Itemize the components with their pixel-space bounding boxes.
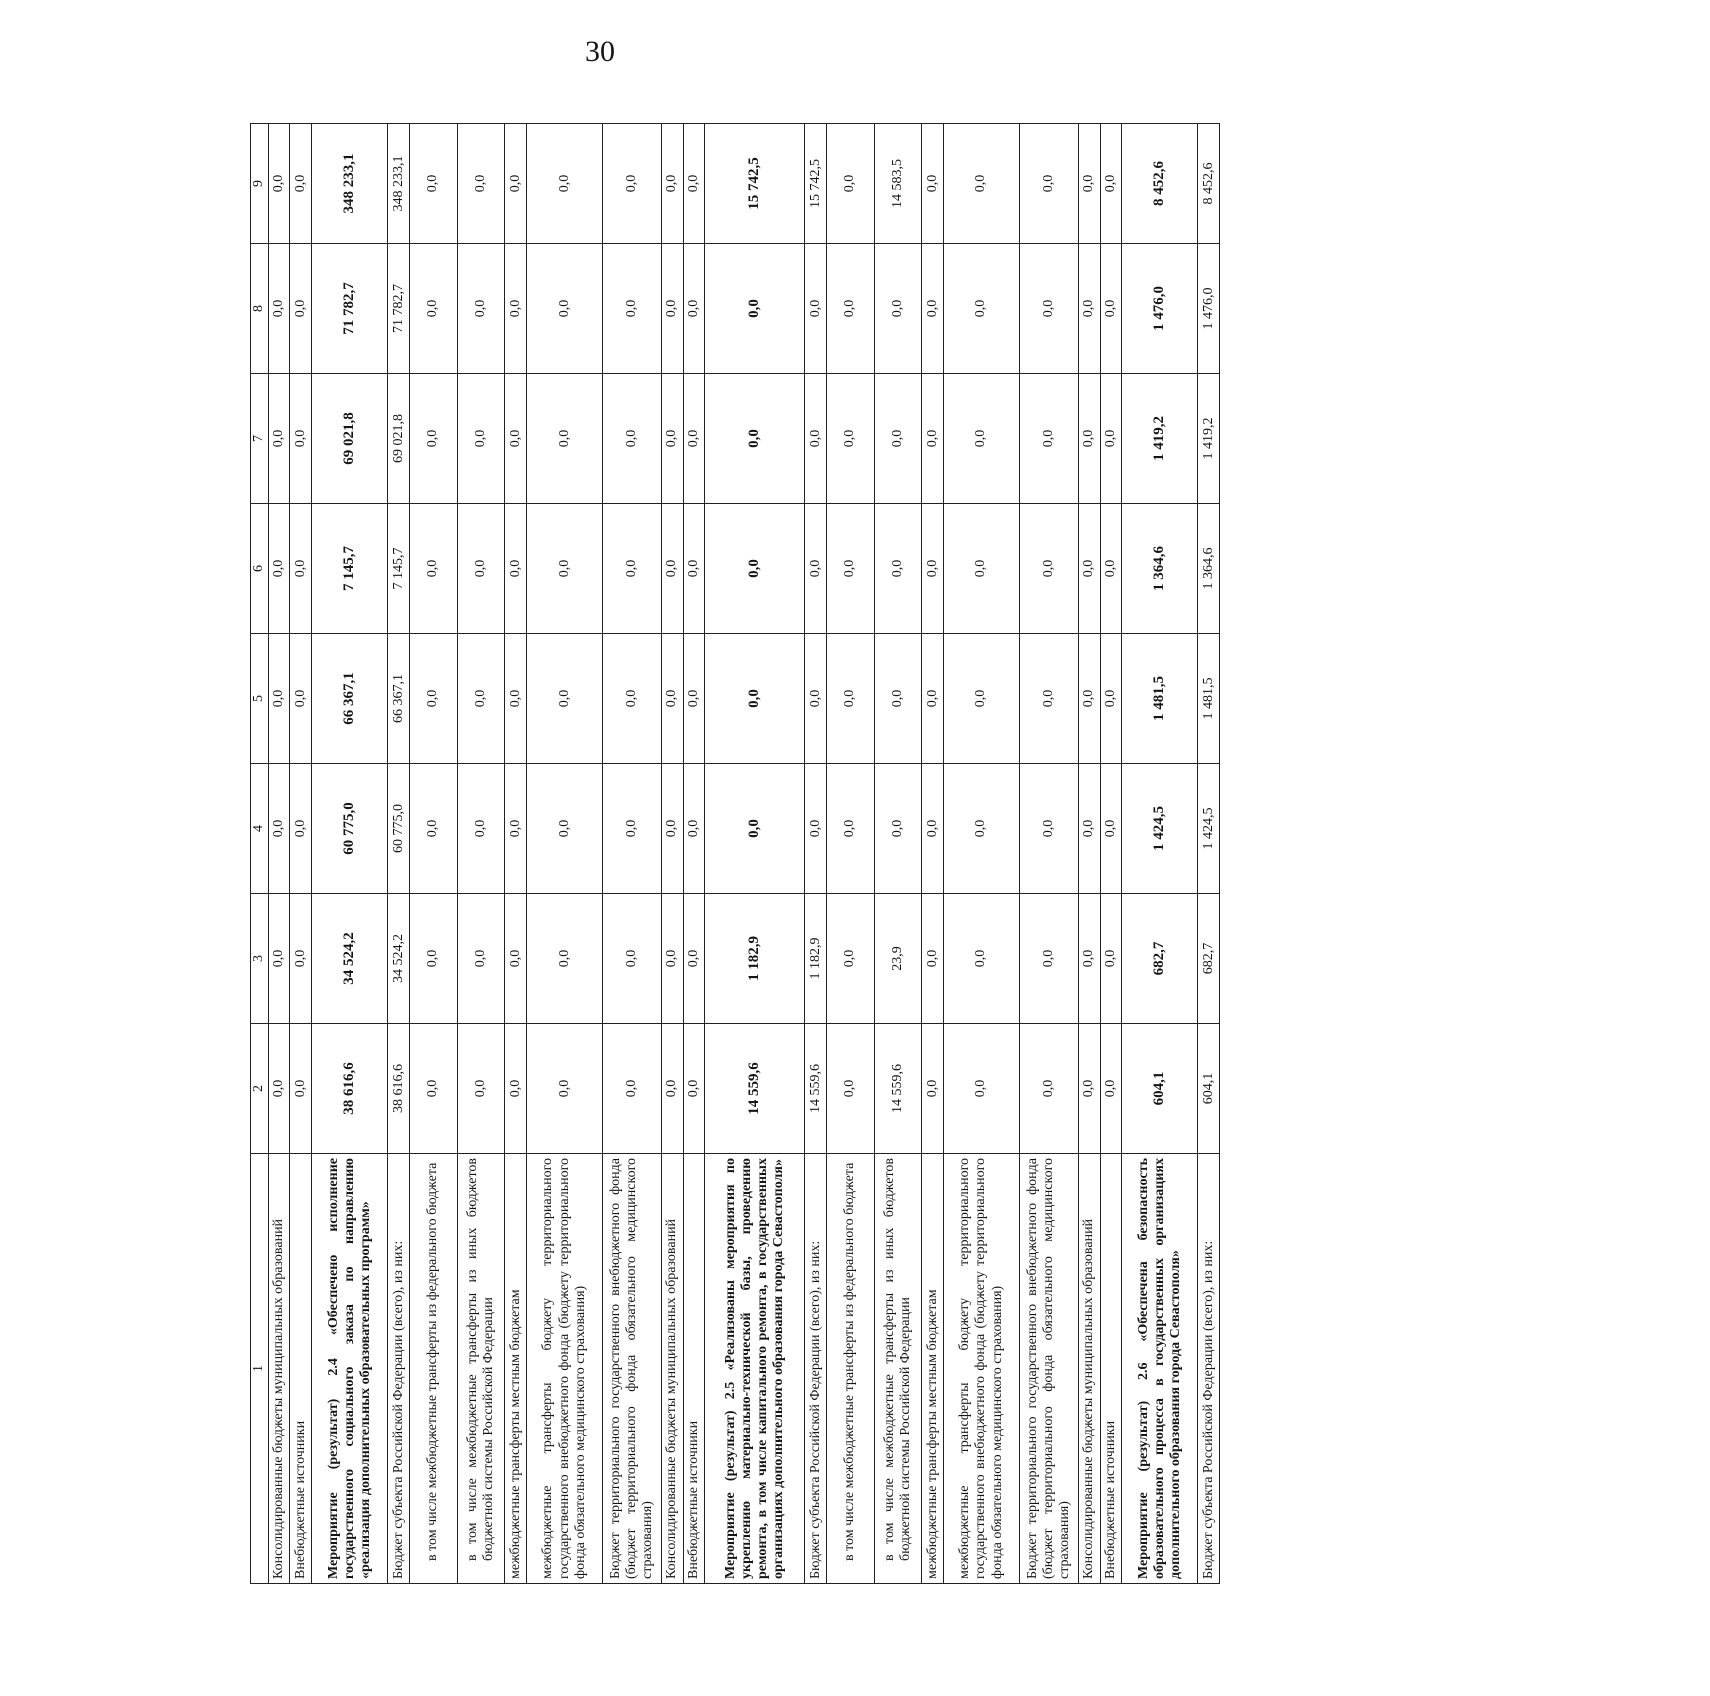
col-header: 1 <box>251 1154 269 1584</box>
cell-value: 0,0 <box>290 124 311 244</box>
row-label: межбюджетные трансферты местным бюджетам <box>505 1154 526 1584</box>
table-row <box>1020 124 1079 1584</box>
col-header: 8 <box>251 244 269 374</box>
cell-value: 0,0 <box>662 504 683 634</box>
row-label: Консолидированные бюджеты муниципальных образований <box>1079 1154 1100 1584</box>
cell-value: 0,0 <box>943 374 1019 504</box>
cell-value: 0,0 <box>457 374 505 504</box>
cell-value: 69 021,8 <box>311 374 387 504</box>
table-row <box>505 124 526 1584</box>
table-row <box>388 124 409 1584</box>
cell-value: 66 367,1 <box>388 634 409 764</box>
cell-value: 38 616,6 <box>311 1024 387 1154</box>
cell-value: 14 583,5 <box>874 124 922 244</box>
cell-value: 0,0 <box>457 634 505 764</box>
cell-value: 0,0 <box>683 764 704 894</box>
cell-value: 0,0 <box>922 764 943 894</box>
cell-value: 0,0 <box>290 764 311 894</box>
table-row <box>805 124 826 1584</box>
col-header: 9 <box>251 124 269 244</box>
cell-value: 0,0 <box>1020 504 1079 634</box>
table-row <box>457 124 505 1584</box>
cell-value: 0,0 <box>826 504 874 634</box>
cell-value: 0,0 <box>603 504 662 634</box>
cell-value: 0,0 <box>1020 764 1079 894</box>
cell-value: 0,0 <box>683 244 704 374</box>
cell-value: 0,0 <box>526 764 602 894</box>
table-row <box>1122 124 1198 1584</box>
cell-value: 0,0 <box>269 244 290 374</box>
cell-value: 0,0 <box>505 894 526 1024</box>
cell-value: 14 559,6 <box>705 1024 805 1154</box>
cell-value: 0,0 <box>922 634 943 764</box>
cell-value: 14 559,6 <box>805 1024 826 1154</box>
cell-value: 0,0 <box>683 634 704 764</box>
cell-value: 0,0 <box>943 894 1019 1024</box>
cell-value: 0,0 <box>1079 1024 1100 1154</box>
row-label: в том числе межбюджетные трансферты из федерального бюджета <box>409 1154 457 1584</box>
row-label: Бюджет субъекта Российской Федерации (всего), из них: <box>1198 1154 1220 1584</box>
cell-value: 0,0 <box>603 1024 662 1154</box>
table-row <box>826 124 874 1584</box>
cell-value: 0,0 <box>457 1024 505 1154</box>
table-row <box>943 124 1019 1584</box>
cell-value: 0,0 <box>826 894 874 1024</box>
cell-value: 8 452,6 <box>1198 124 1220 244</box>
cell-value: 604,1 <box>1198 1024 1220 1154</box>
cell-value: 0,0 <box>805 504 826 634</box>
cell-value: 0,0 <box>269 894 290 1024</box>
cell-value: 0,0 <box>874 634 922 764</box>
cell-value: 1 424,5 <box>1122 764 1198 894</box>
cell-value: 0,0 <box>526 504 602 634</box>
cell-value: 0,0 <box>805 634 826 764</box>
cell-value: 71 782,7 <box>388 244 409 374</box>
cell-value: 0,0 <box>943 634 1019 764</box>
cell-value: 0,0 <box>505 504 526 634</box>
cell-value: 0,0 <box>290 634 311 764</box>
cell-value: 0,0 <box>290 374 311 504</box>
cell-value: 0,0 <box>826 244 874 374</box>
budget-table <box>250 123 1220 1584</box>
cell-value: 15 742,5 <box>805 124 826 244</box>
cell-value: 0,0 <box>505 764 526 894</box>
cell-value: 0,0 <box>705 504 805 634</box>
rotated-table-frame <box>250 124 1220 1584</box>
row-label: Мероприятие (результат) 2.6 «Обеспечена безопасность образовательного процесса в государственных организациях дополнительного образования города Севастополя» <box>1122 1154 1198 1584</box>
row-label: в том числе межбюджетные трансферты из иных бюджетов бюджетной системы Российской Федерации <box>874 1154 922 1584</box>
cell-value: 0,0 <box>662 124 683 244</box>
cell-value: 0,0 <box>874 764 922 894</box>
cell-value: 0,0 <box>943 124 1019 244</box>
cell-value: 0,0 <box>922 1024 943 1154</box>
cell-value: 0,0 <box>826 374 874 504</box>
cell-value: 0,0 <box>1079 244 1100 374</box>
cell-value: 60 775,0 <box>311 764 387 894</box>
cell-value: 0,0 <box>1020 894 1079 1024</box>
table-row <box>290 124 311 1584</box>
cell-value: 0,0 <box>505 244 526 374</box>
cell-value: 0,0 <box>290 504 311 634</box>
row-label: межбюджетные трансферты бюджету территориального государственного внебюджетного фонда (бюджету территориального фонда обязательного медицинского страхования) <box>943 1154 1019 1584</box>
cell-value: 0,0 <box>1079 764 1100 894</box>
cell-value: 0,0 <box>1079 374 1100 504</box>
row-label: Внебюджетные источники <box>290 1154 311 1584</box>
table-row <box>269 124 290 1584</box>
cell-value: 0,0 <box>826 124 874 244</box>
table-row <box>409 124 457 1584</box>
cell-value: 0,0 <box>683 504 704 634</box>
cell-value: 0,0 <box>1079 634 1100 764</box>
cell-value: 0,0 <box>805 374 826 504</box>
cell-value: 0,0 <box>826 634 874 764</box>
cell-value: 0,0 <box>505 1024 526 1154</box>
cell-value: 0,0 <box>1100 124 1121 244</box>
cell-value: 0,0 <box>943 244 1019 374</box>
cell-value: 0,0 <box>457 894 505 1024</box>
cell-value: 0,0 <box>1100 764 1121 894</box>
cell-value: 0,0 <box>526 374 602 504</box>
cell-value: 0,0 <box>1079 894 1100 1024</box>
cell-value: 348 233,1 <box>388 124 409 244</box>
table-row <box>603 124 662 1584</box>
row-label: Бюджет территориального государственного внебюджетного фонда (бюджет территориального фонда обязательного медицинского страхования) <box>1020 1154 1079 1584</box>
cell-value: 0,0 <box>943 1024 1019 1154</box>
cell-value: 0,0 <box>662 764 683 894</box>
cell-value: 0,0 <box>1020 244 1079 374</box>
cell-value: 0,0 <box>826 1024 874 1154</box>
cell-value: 0,0 <box>805 764 826 894</box>
header-row <box>251 124 269 1584</box>
cell-value: 0,0 <box>505 124 526 244</box>
cell-value: 604,1 <box>1122 1024 1198 1154</box>
cell-value: 0,0 <box>683 1024 704 1154</box>
cell-value: 0,0 <box>922 504 943 634</box>
cell-value: 1 481,5 <box>1122 634 1198 764</box>
cell-value: 0,0 <box>505 374 526 504</box>
table-row <box>683 124 704 1584</box>
cell-value: 71 782,7 <box>311 244 387 374</box>
cell-value: 0,0 <box>874 244 922 374</box>
table-row <box>662 124 683 1584</box>
cell-value: 0,0 <box>409 634 457 764</box>
cell-value: 0,0 <box>1100 1024 1121 1154</box>
cell-value: 682,7 <box>1122 894 1198 1024</box>
col-header: 7 <box>251 374 269 504</box>
cell-value: 1 419,2 <box>1198 374 1220 504</box>
col-header: 6 <box>251 504 269 634</box>
cell-value: 0,0 <box>269 504 290 634</box>
cell-value: 34 524,2 <box>311 894 387 1024</box>
cell-value: 0,0 <box>409 894 457 1024</box>
cell-value: 1 182,9 <box>705 894 805 1024</box>
cell-value: 0,0 <box>683 124 704 244</box>
cell-value: 1 364,6 <box>1122 504 1198 634</box>
cell-value: 69 021,8 <box>388 374 409 504</box>
cell-value: 0,0 <box>1079 504 1100 634</box>
cell-value: 7 145,7 <box>311 504 387 634</box>
cell-value: 0,0 <box>662 1024 683 1154</box>
row-label: Бюджет субъекта Российской Федерации (всего), из них: <box>388 1154 409 1584</box>
table-container <box>250 124 1710 1579</box>
cell-value: 0,0 <box>1100 504 1121 634</box>
cell-value: 0,0 <box>943 764 1019 894</box>
cell-value: 0,0 <box>922 124 943 244</box>
row-label: Мероприятие (результат) 2.5 «Реализованы мероприятия по укреплению материально-технической базы, проведению ремонта, в том числе капитального ремонта, в государственных организациях дополнительного образования города Севастополя» <box>705 1154 805 1584</box>
cell-value: 0,0 <box>943 504 1019 634</box>
cell-value: 0,0 <box>290 894 311 1024</box>
cell-value: 0,0 <box>705 244 805 374</box>
cell-value: 1 364,6 <box>1198 504 1220 634</box>
row-label: Консолидированные бюджеты муниципальных образований <box>269 1154 290 1584</box>
cell-value: 1 476,0 <box>1198 244 1220 374</box>
cell-value: 0,0 <box>457 124 505 244</box>
cell-value: 0,0 <box>269 1024 290 1154</box>
table-row <box>922 124 943 1584</box>
cell-value: 34 524,2 <box>388 894 409 1024</box>
cell-value: 0,0 <box>409 124 457 244</box>
row-label: Бюджет субъекта Российской Федерации (всего), из них: <box>805 1154 826 1584</box>
cell-value: 0,0 <box>526 1024 602 1154</box>
col-header: 5 <box>251 634 269 764</box>
cell-value: 0,0 <box>662 894 683 1024</box>
cell-value: 0,0 <box>874 374 922 504</box>
cell-value: 1 182,9 <box>805 894 826 1024</box>
cell-value: 0,0 <box>1100 374 1121 504</box>
cell-value: 0,0 <box>662 244 683 374</box>
cell-value: 0,0 <box>269 764 290 894</box>
cell-value: 0,0 <box>1100 634 1121 764</box>
cell-value: 0,0 <box>683 374 704 504</box>
cell-value: 0,0 <box>705 764 805 894</box>
cell-value: 15 742,5 <box>705 124 805 244</box>
cell-value: 0,0 <box>603 124 662 244</box>
cell-value: 0,0 <box>603 764 662 894</box>
cell-value: 0,0 <box>526 894 602 1024</box>
cell-value: 0,0 <box>290 244 311 374</box>
cell-value: 66 367,1 <box>311 634 387 764</box>
cell-value: 0,0 <box>457 764 505 894</box>
cell-value: 14 559,6 <box>874 1024 922 1154</box>
cell-value: 0,0 <box>526 244 602 374</box>
cell-value: 0,0 <box>1020 374 1079 504</box>
cell-value: 0,0 <box>922 374 943 504</box>
cell-value: 348 233,1 <box>311 124 387 244</box>
cell-value: 0,0 <box>1100 894 1121 1024</box>
cell-value: 0,0 <box>269 634 290 764</box>
col-header: 2 <box>251 1024 269 1154</box>
table-row <box>1198 124 1220 1584</box>
cell-value: 0,0 <box>409 1024 457 1154</box>
cell-value: 0,0 <box>1100 244 1121 374</box>
cell-value: 1 419,2 <box>1122 374 1198 504</box>
table-row <box>1100 124 1121 1584</box>
cell-value: 0,0 <box>269 124 290 244</box>
cell-value: 0,0 <box>269 374 290 504</box>
table-row <box>526 124 602 1584</box>
cell-value: 0,0 <box>826 764 874 894</box>
cell-value: 0,0 <box>603 374 662 504</box>
cell-value: 0,0 <box>1020 634 1079 764</box>
table-row <box>311 124 387 1584</box>
cell-value: 0,0 <box>457 504 505 634</box>
cell-value: 0,0 <box>290 1024 311 1154</box>
col-header: 4 <box>251 764 269 894</box>
cell-value: 0,0 <box>805 244 826 374</box>
cell-value: 682,7 <box>1198 894 1220 1024</box>
cell-value: 60 775,0 <box>388 764 409 894</box>
cell-value: 0,0 <box>603 244 662 374</box>
cell-value: 0,0 <box>409 244 457 374</box>
row-label: в том числе межбюджетные трансферты из федерального бюджета <box>826 1154 874 1584</box>
row-label: Бюджет территориального государственного внебюджетного фонда (бюджет территориального фонда обязательного медицинского страхования) <box>603 1154 662 1584</box>
row-label: межбюджетные трансферты местным бюджетам <box>922 1154 943 1584</box>
table-row <box>874 124 922 1584</box>
cell-value: 0,0 <box>662 374 683 504</box>
cell-value: 0,0 <box>409 504 457 634</box>
cell-value: 0,0 <box>683 894 704 1024</box>
cell-value: 1 476,0 <box>1122 244 1198 374</box>
cell-value: 0,0 <box>705 374 805 504</box>
cell-value: 23,9 <box>874 894 922 1024</box>
cell-value: 0,0 <box>603 634 662 764</box>
row-label: в том числе межбюджетные трансферты из иных бюджетов бюджетной системы Российской Федерации <box>457 1154 505 1584</box>
col-header: 3 <box>251 894 269 1024</box>
cell-value: 0,0 <box>1020 124 1079 244</box>
cell-value: 0,0 <box>1020 1024 1079 1154</box>
cell-value: 0,0 <box>457 244 505 374</box>
cell-value: 7 145,7 <box>388 504 409 634</box>
cell-value: 0,0 <box>526 124 602 244</box>
table-row <box>1079 124 1100 1584</box>
row-label: Мероприятие (результат) 2.4 «Обеспечено исполнение государственного социального заказа по направлению «реализация дополнительных образовательных программ» <box>311 1154 387 1584</box>
cell-value: 0,0 <box>922 894 943 1024</box>
cell-value: 0,0 <box>874 504 922 634</box>
cell-value: 0,0 <box>409 374 457 504</box>
cell-value: 8 452,6 <box>1122 124 1198 244</box>
row-label: Внебюджетные источники <box>683 1154 704 1584</box>
cell-value: 0,0 <box>603 894 662 1024</box>
table-row <box>705 124 805 1584</box>
cell-value: 0,0 <box>1079 124 1100 244</box>
cell-value: 1 424,5 <box>1198 764 1220 894</box>
cell-value: 0,0 <box>662 634 683 764</box>
cell-value: 38 616,6 <box>388 1024 409 1154</box>
cell-value: 0,0 <box>705 634 805 764</box>
cell-value: 1 481,5 <box>1198 634 1220 764</box>
row-label: межбюджетные трансферты бюджету территориального государственного внебюджетного фонда (бюджету территориального фонда обязательного медицинского страхования) <box>526 1154 602 1584</box>
table-body <box>269 124 1220 1584</box>
cell-value: 0,0 <box>922 244 943 374</box>
page-number: 30 <box>585 35 615 68</box>
row-label: Внебюджетные источники <box>1100 1154 1121 1584</box>
cell-value: 0,0 <box>505 634 526 764</box>
cell-value: 0,0 <box>526 634 602 764</box>
cell-value: 0,0 <box>409 764 457 894</box>
row-label: Консолидированные бюджеты муниципальных образований <box>662 1154 683 1584</box>
